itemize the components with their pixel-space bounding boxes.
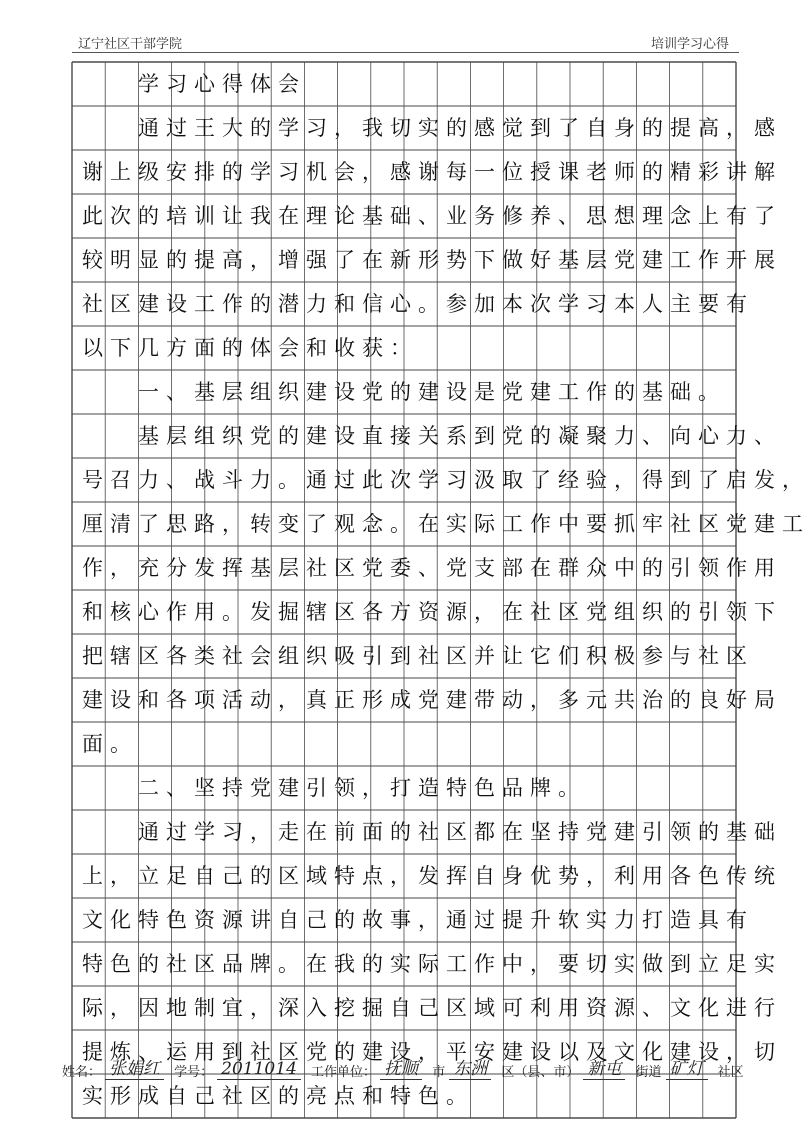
line-7: 以下几方面的体会和收获：: [82, 336, 418, 360]
line-11: 厘清了思路，转变了观念。在实际工作中要抓牢社区党建工: [82, 512, 810, 536]
line-16: 面。: [82, 732, 138, 756]
id-value: 2011014: [217, 1059, 301, 1080]
line-19: 上，立足自己的区域特点，发挥自身优势，利用各色传统: [82, 864, 782, 888]
line-23: 提炼、运用到社区党的建设，平安建设以及文化建设，切: [82, 1040, 782, 1064]
name-label: 姓名：: [62, 1065, 102, 1080]
line-12: 作，充分发挥基层社区党委、党支部在群众中的引领作用: [82, 556, 782, 580]
street-label: 街道: [635, 1065, 662, 1080]
district-value: 东洲: [449, 1054, 491, 1080]
id-label: 学号：: [174, 1065, 214, 1080]
student-info-footer: [62, 1054, 744, 1080]
community-value: 矿灯: [666, 1054, 708, 1080]
unit-label: 工作单位：: [311, 1065, 377, 1080]
line-15: 建设和各项活动，真正形成党建带动，多元共治的良好局: [82, 688, 782, 712]
line-18: 通过学习，走在前面的社区都在坚持党建引领的基础: [82, 820, 782, 844]
header-institution: 辽宁社区干部学院: [78, 37, 183, 52]
line-6: 社区建设工作的潜力和信心。参加本次学习本人主要有: [82, 292, 754, 316]
street-value: 新屯: [583, 1054, 625, 1080]
line-10: 号召力、战斗力。通过此次学习汲取了经验，得到了启发，: [82, 468, 810, 492]
district-label: 区（县、市）: [501, 1065, 580, 1080]
line-17: 二、坚持党建引领，打造特色品牌。: [82, 776, 586, 800]
line-22: 际，因地制宜，深入挖掘自己区域可利用资源、文化进行: [82, 996, 782, 1020]
line-13: 和核心作用。发掘辖区各方资源，在社区党组织的引领下: [82, 600, 782, 624]
line-3: 谢上级安排的学习机会，感谢每一位授课老师的精彩讲解: [82, 160, 782, 184]
header-doc-type: 培训学习心得: [650, 37, 729, 52]
name-value: 张娟红: [105, 1054, 164, 1080]
line-1: 学习心得体会: [82, 72, 306, 96]
line-14: 把辖区各类社会组织吸引到社区并让它们积极参与社区: [82, 644, 754, 668]
line-5: 较明显的提高，增强了在新形势下做好基层党建工作开展: [82, 248, 782, 272]
line-2: 通过王大的学习，我切实的感觉到了自身的提高，感: [82, 116, 782, 140]
line-20: 文化特色资源讲自己的故事，通过提升软实力打造具有: [82, 908, 754, 932]
community-label: 社区: [717, 1065, 744, 1080]
line-8: 一、基层组织建设党的建设是党建工作的基础。: [82, 380, 726, 404]
city-value: 抚顺: [380, 1054, 422, 1080]
line-21: 特色的社区品牌。在我的实际工作中，要切实做到立足实: [82, 952, 782, 976]
line-9: 基层组织党的建设直接关系到党的凝聚力、向心力、: [82, 424, 782, 448]
city-label: 市: [432, 1065, 446, 1080]
line-4: 此次的培训让我在理论基础、业务修养、思想理念上有了: [82, 204, 782, 228]
line-24: 实形成自己社区的亮点和特色。: [82, 1084, 474, 1108]
